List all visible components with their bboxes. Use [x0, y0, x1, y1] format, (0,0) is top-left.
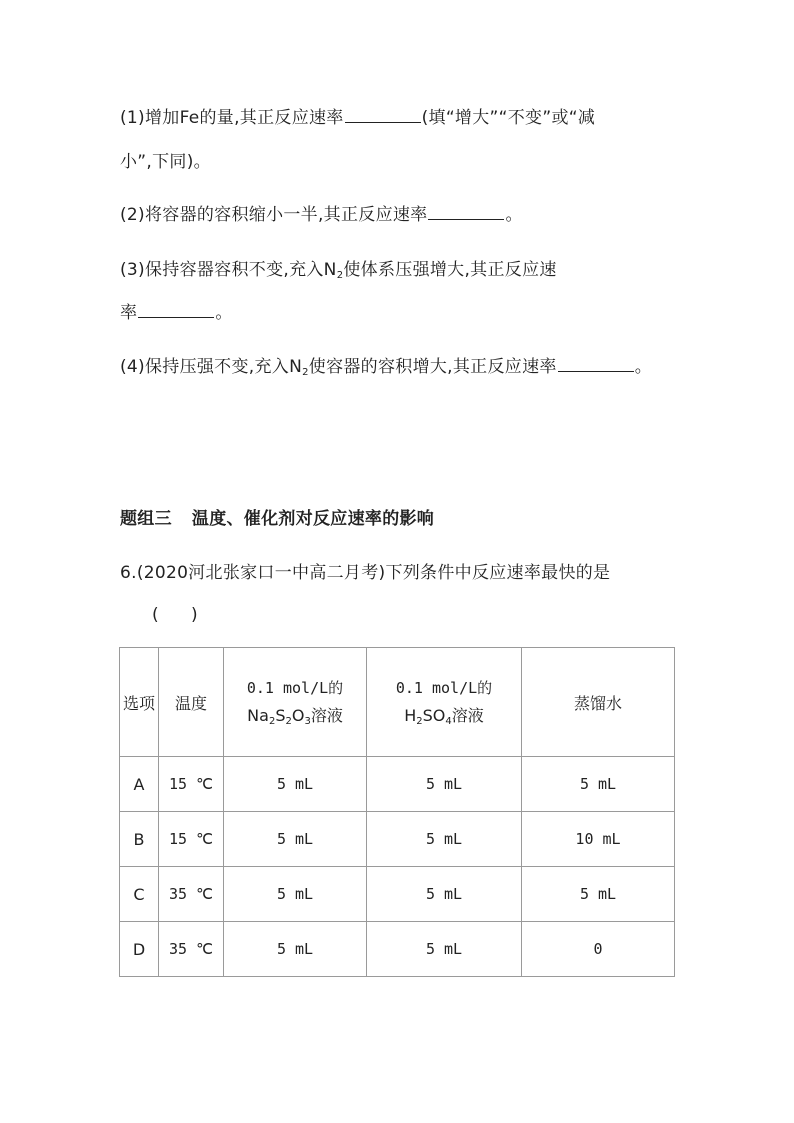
q5-part3-cont-text: 率 — [120, 303, 138, 323]
answer-blank-1[interactable] — [345, 106, 421, 123]
conditions-table — [119, 647, 675, 977]
q5-part1-continued: 小”,下同)。 — [120, 152, 211, 172]
cell-na2s2o3: 5 mL — [224, 867, 367, 922]
header-na2s2o3 — [224, 648, 367, 757]
table-row — [120, 757, 675, 812]
h2so4-concentration: 0.1 mol/L的 — [395, 679, 493, 697]
cell-temp: 35 ℃ — [159, 922, 224, 977]
cell-water: 0 — [522, 922, 675, 977]
header-water: 蒸馏水 — [522, 648, 675, 757]
cell-h2so4: 5 mL — [367, 922, 522, 977]
table-row — [120, 812, 675, 867]
q5-part1 — [120, 106, 595, 130]
q5-part2 — [120, 203, 523, 227]
cell-h2so4: 5 mL — [367, 757, 522, 812]
header-h2so4 — [367, 648, 522, 757]
section-number: 题组三 — [120, 509, 172, 529]
table-header-row — [120, 648, 675, 757]
h2so4-formula: $H_2SO_4$溶液 — [404, 706, 484, 727]
q5-part3 — [120, 258, 557, 282]
header-option: 选项 — [120, 648, 159, 757]
q5-part3-end: 。 — [215, 303, 233, 323]
cell-option: C — [120, 867, 159, 922]
q5-part4-text: (4)保持压强不变,充入N — [120, 357, 303, 377]
q5-part3-text: (3)保持容器容积不变,充入N — [120, 260, 337, 280]
answer-blank-4[interactable] — [558, 355, 634, 372]
cell-water: 5 mL — [522, 757, 675, 812]
q5-part1-text: (1)增加Fe的量,其正反应速率 — [120, 108, 344, 128]
section-title: 温度、催化剂对反应速率的影响 — [191, 509, 435, 529]
q5-part2-end: 。 — [505, 205, 523, 225]
header-temperature: 温度 — [159, 648, 224, 757]
table-row — [120, 867, 675, 922]
cell-option: A — [120, 757, 159, 812]
cell-na2s2o3: 5 mL — [224, 757, 367, 812]
q6-stem: 6.(2020河北张家口一中高二月考)下列条件中反应速率最快的是 — [120, 563, 611, 583]
cell-na2s2o3: 5 mL — [224, 812, 367, 867]
cell-temp: 35 ℃ — [159, 867, 224, 922]
q5-part3-continued — [120, 301, 233, 325]
cell-h2so4: 5 mL — [367, 867, 522, 922]
answer-blank-3[interactable] — [138, 301, 214, 318]
table-row — [120, 922, 675, 977]
section-heading — [120, 507, 434, 531]
q5-part4-text-b: 使容器的容积增大,其正反应速率 — [308, 357, 557, 377]
q5-part2-text: (2)将容器的容积缩小一半,其正反应速率 — [120, 205, 428, 225]
cell-water: 5 mL — [522, 867, 675, 922]
na2s2o3-formula: $Na_2S_2O_3$溶液 — [247, 706, 343, 727]
q5-part4 — [120, 355, 652, 379]
cell-option: D — [120, 922, 159, 977]
q5-part4-end: 。 — [634, 357, 652, 377]
cell-h2so4: 5 mL — [367, 812, 522, 867]
answer-bracket[interactable]: ( ) — [152, 605, 198, 625]
cell-temp: 15 ℃ — [159, 812, 224, 867]
cell-water: 10 mL — [522, 812, 675, 867]
subscript: 2 — [336, 270, 344, 281]
subscript: 2 — [302, 367, 309, 378]
q5-part1-hint: (填“增大”“不变”或“减 — [421, 108, 596, 128]
answer-blank-2[interactable] — [428, 203, 504, 220]
cell-na2s2o3: 5 mL — [224, 922, 367, 977]
na2s2o3-concentration: 0.1 mol/L的 — [246, 679, 344, 697]
cell-temp: 15 ℃ — [159, 757, 224, 812]
q5-part3-text-b: 使体系压强增大,其正反应速 — [343, 260, 557, 280]
cell-option: B — [120, 812, 159, 867]
